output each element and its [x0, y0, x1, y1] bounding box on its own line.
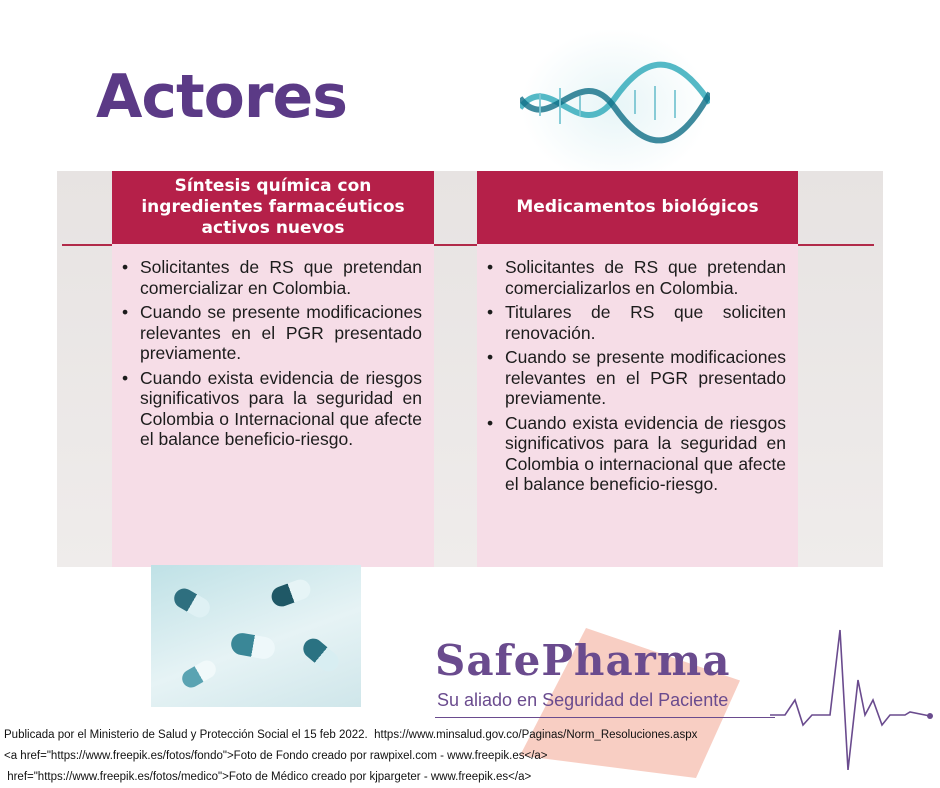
- list-item: • Cuando exista evidencia de riesgos significativos para la seguridad en Colombia o Internacional que afecte el balance beneficio-riesgo.: [140, 368, 422, 450]
- slide-title: Actores: [96, 62, 347, 132]
- column-left-list: [112, 257, 434, 454]
- column-right-list: [477, 257, 798, 499]
- credit-line: href="https://www.freepik.es/fotos/medico">Foto de Médico creado por kjpargeter - www.freepik.es</a>: [4, 771, 532, 783]
- column-left-header: Síntesis química con ingredientes farmacéuticos activos nuevos: [112, 171, 434, 244]
- brand-name: SafePharma: [435, 636, 731, 685]
- heartbeat-line-icon: [770, 620, 935, 770]
- list-item: • Cuando se presente modificaciones relevantes en el PGR presentado previamente.: [140, 302, 422, 364]
- list-item: • Cuando exista evidencia de riesgos significativos para la seguridad en Colombia o internacional que afecte el balance beneficio-riesgo.: [505, 413, 786, 495]
- list-item: • Solicitantes de RS que pretendan comercializar en Colombia.: [140, 257, 422, 298]
- tagline-underline: [435, 717, 775, 718]
- brand-tagline: Su aliado en Seguridad del Paciente: [437, 690, 729, 710]
- column-left: [112, 171, 434, 567]
- credits-block: [4, 725, 697, 788]
- capsules-image: [151, 565, 361, 707]
- list-item: • Solicitantes de RS que pretendan comercializarlos en Colombia.: [505, 257, 786, 298]
- list-item: • Cuando se presente modificaciones relevantes en el PGR presentado previamente.: [505, 347, 786, 409]
- credit-line: Publicada por el Ministerio de Salud y Protección Social el 15 feb 2022. https://www.minsalud.gov.co/Paginas/Norm_Resoluciones.aspx: [4, 729, 698, 741]
- column-right-header: Medicamentos biológicos: [477, 171, 798, 244]
- column-right: [477, 171, 798, 567]
- dna-helix-image: [520, 28, 710, 170]
- credit-line: <a href="https://www.freepik.es/fotos/fondo">Foto de Fondo creado por rawpixel.com - www.freepik.es</a>: [4, 750, 548, 762]
- list-item: • Titulares de RS que soliciten renovación.: [505, 302, 786, 343]
